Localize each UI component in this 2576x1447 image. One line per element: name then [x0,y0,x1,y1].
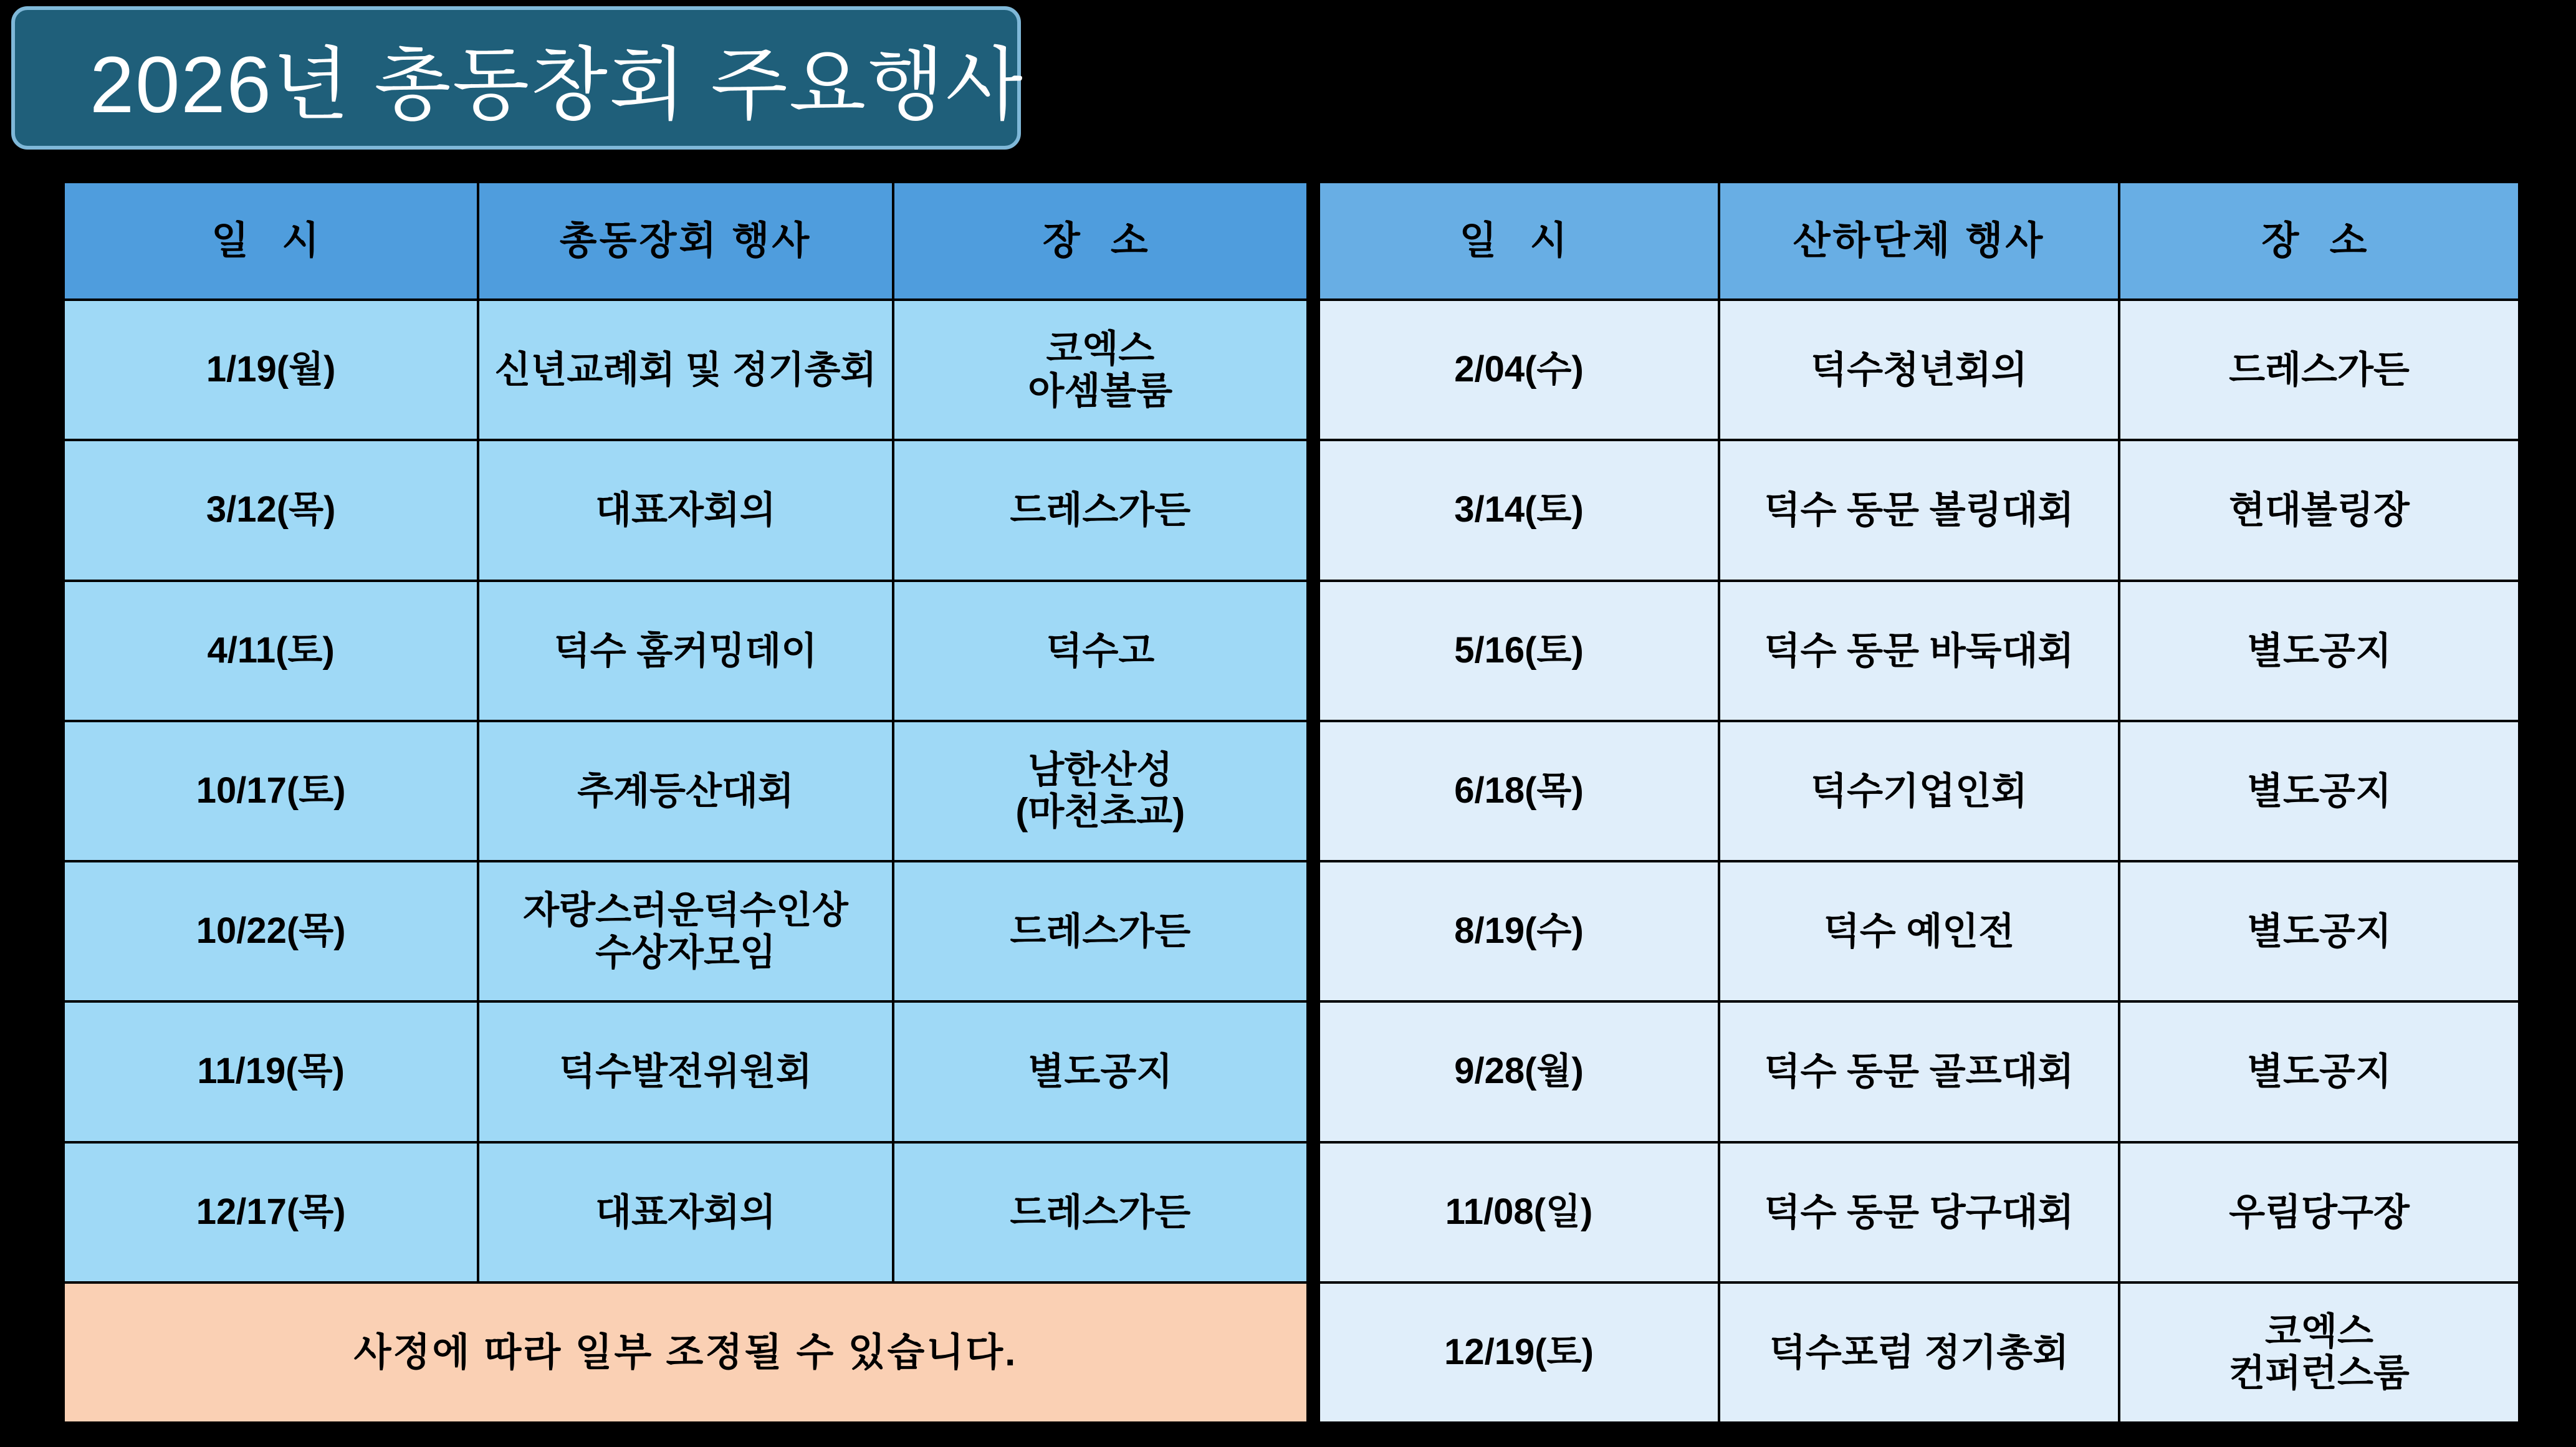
table-row [65,582,1306,720]
column-header-event: 산하단체 행사 [1720,183,2118,298]
left-table-body [65,301,1306,1421]
cell-event: 대표자회의 [479,1144,891,1281]
cell-event: 덕수 예인전 [1720,862,2118,1000]
table-row [1320,301,2518,439]
cell-place: 별도공지 [894,1003,1306,1140]
cell-date: 2/04(수) [1320,301,1718,439]
cell-date: 11/08(일) [1320,1144,1718,1281]
right-table-body [1320,301,2518,1421]
cell-date: 4/11(토) [65,582,477,720]
cell-event: 덕수발전위원회 [479,1003,891,1140]
column-header-place: 장 소 [2120,183,2518,298]
title-banner [11,6,1024,150]
cell-event: 덕수기업인회 [1720,722,2118,860]
cell-event: 덕수 동문 볼링대회 [1720,441,2118,579]
table-row [1320,722,2518,860]
column-header-date: 일 시 [1320,183,1718,298]
affiliate-groups-events-table [1318,181,2521,1424]
cell-event: 덕수포럼 정기총회 [1720,1284,2118,1421]
cell-date: 10/17(토) [65,722,477,860]
table-row [1320,441,2518,579]
table-row [65,862,1306,1000]
table-row [1320,1144,2518,1281]
main-association-events-table [62,181,1309,1424]
cell-place: 별도공지 [2120,582,2518,720]
table-row [1320,862,2518,1000]
cell-date: 9/28(월) [1320,1003,1718,1140]
cell-place: 드레스가든 [894,862,1306,1000]
events-tables-container [62,181,2521,1424]
cell-place: 별도공지 [2120,862,2518,1000]
cell-event: 덕수 동문 당구대회 [1720,1144,2118,1281]
cell-event: 덕수 동문 바둑대회 [1720,582,2118,720]
cell-event: 덕수청년회의 [1720,301,2118,439]
cell-place: 드레스가든 [2120,301,2518,439]
table-row [65,301,1306,439]
table-header-row [65,183,1306,298]
cell-date: 1/19(월) [65,301,477,439]
cell-place: 코엑스 컨퍼런스룸 [2120,1284,2518,1421]
page-title: 2026년 총동창회 주요행사 [90,41,1024,130]
table-row [65,722,1306,860]
note-row [65,1284,1306,1421]
table-row [65,1003,1306,1140]
table-header-row [1320,183,2518,298]
cell-place: 우림당구장 [2120,1144,2518,1281]
cell-place: 덕수고 [894,582,1306,720]
table-row [1320,1003,2518,1140]
cell-date: 6/18(목) [1320,722,1718,860]
cell-date: 5/16(토) [1320,582,1718,720]
cell-event: 자랑스러운덕수인상 수상자모임 [479,862,891,1000]
cell-place: 드레스가든 [894,441,1306,579]
table-row [1320,582,2518,720]
cell-place: 별도공지 [2120,1003,2518,1140]
cell-place: 드레스가든 [894,1144,1306,1281]
cell-date: 3/14(토) [1320,441,1718,579]
cell-date: 12/17(목) [65,1144,477,1281]
column-header-place: 장 소 [894,183,1306,298]
cell-event: 신년교례회 및 정기총회 [479,301,891,439]
column-header-event: 총동장회 행사 [479,183,891,298]
cell-date: 12/19(토) [1320,1284,1718,1421]
cell-event: 덕수 홈커밍데이 [479,582,891,720]
cell-event: 추계등산대회 [479,722,891,860]
table-row [65,1144,1306,1281]
table-row [1320,1284,2518,1421]
cell-place: 현대볼링장 [2120,441,2518,579]
table-row [65,441,1306,579]
cell-date: 8/19(수) [1320,862,1718,1000]
cell-place: 코엑스 아셈볼룸 [894,301,1306,439]
cell-date: 10/22(목) [65,862,477,1000]
cell-date: 11/19(목) [65,1003,477,1140]
cell-date: 3/12(목) [65,441,477,579]
cell-event: 대표자회의 [479,441,891,579]
schedule-note: 사정에 따라 일부 조정될 수 있습니다. [65,1284,1306,1421]
cell-place: 별도공지 [2120,722,2518,860]
column-header-date: 일 시 [65,183,477,298]
cell-event: 덕수 동문 골프대회 [1720,1003,2118,1140]
cell-place: 남한산성 (마천초교) [894,722,1306,860]
